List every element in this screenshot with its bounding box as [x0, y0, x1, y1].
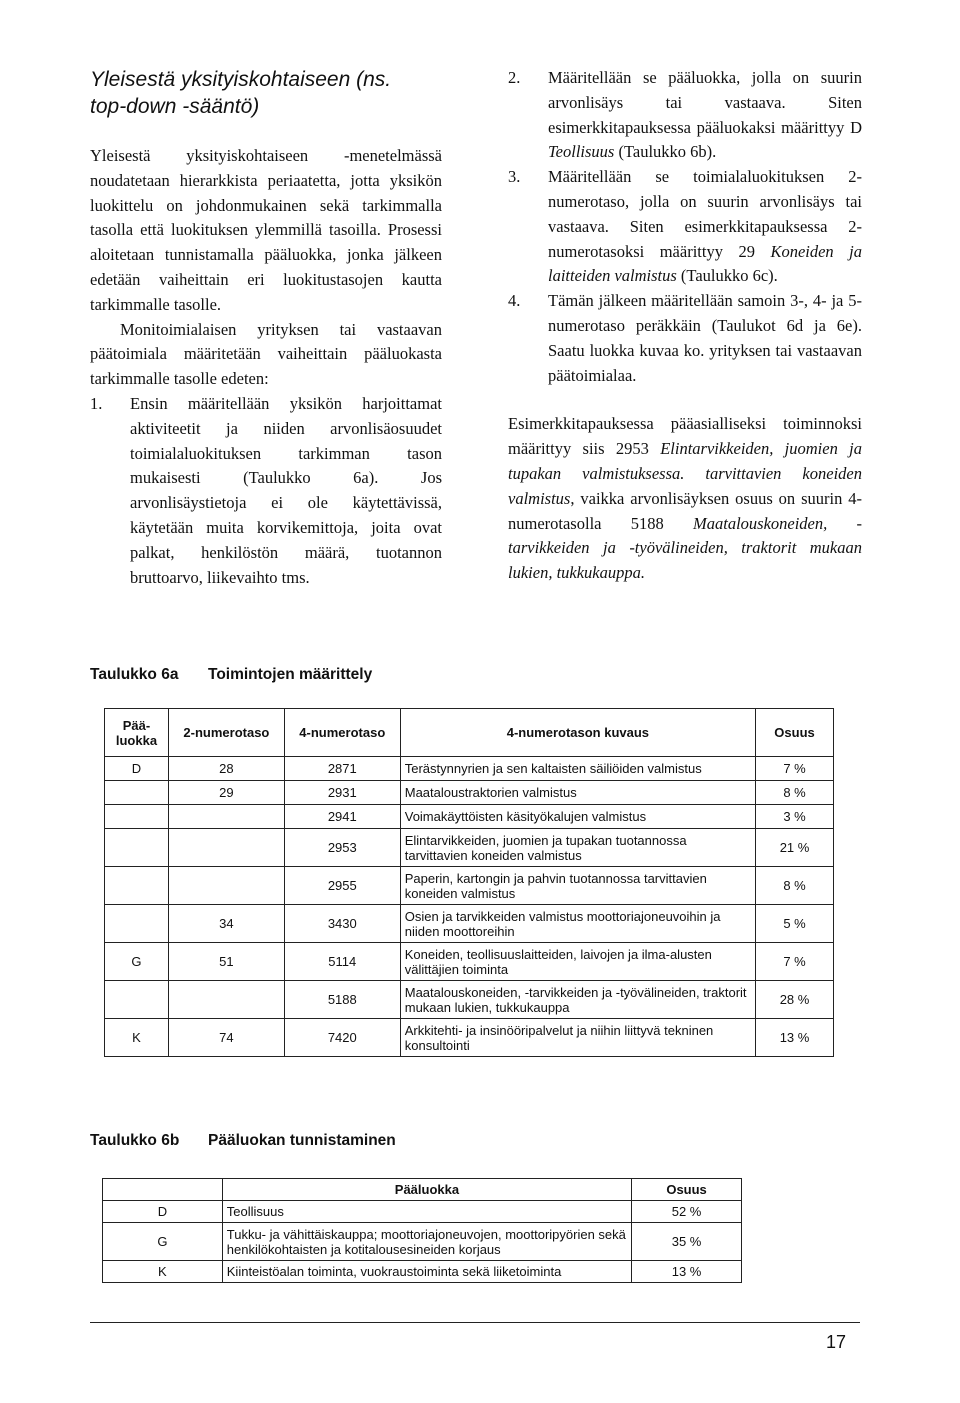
list-item	[508, 289, 862, 388]
list-item	[508, 66, 862, 165]
col-header: Pääluokka	[222, 1179, 631, 1201]
cell-class-name: Teollisuus	[222, 1201, 631, 1223]
table-6b-body	[103, 1201, 742, 1283]
table-row	[105, 829, 834, 867]
col-header: 4-numerotaso	[284, 709, 400, 757]
cell-main-class: G	[105, 943, 169, 981]
cell-main-class	[105, 805, 169, 829]
list-text: (Taulukko 6b).	[614, 142, 717, 162]
cell-share: 35 %	[632, 1223, 742, 1261]
list-text: Määritellään se toimialaluokituksen 2-numerotaso, jolla on suurin arvonlisäys tai vastaava. Siten esimerkkitapauksessa 2-numerotasoksi määrittyy 29	[548, 167, 862, 261]
table-6a-caption	[90, 666, 372, 684]
cell-share: 3 %	[756, 805, 834, 829]
list-number: 4.	[508, 291, 521, 311]
cell-main-class: D	[105, 757, 169, 781]
cell-main-class	[105, 905, 169, 943]
col-header	[103, 1179, 223, 1201]
cell-description: Elintarvikkeiden, juomien ja tupakan tuotannossa tarvittavien koneiden valmistus	[400, 829, 755, 867]
table-title: Pääluokan tunnistaminen	[208, 1132, 396, 1149]
list-item	[508, 165, 862, 289]
cell-main-class	[105, 981, 169, 1019]
cell-4digit: 5188	[284, 981, 400, 1019]
table-row	[105, 905, 834, 943]
cell-2digit	[168, 829, 284, 867]
table-6a-body	[105, 757, 834, 1057]
example-text-italic: Maatalouskoneiden, -tarvikkeiden ja -työvälineiden, traktorit mukaan lukien, tukkukauppa.	[508, 513, 862, 583]
col-header: Pää-luokka	[105, 709, 169, 757]
table-row	[105, 981, 834, 1019]
cell-description: Koneiden, teollisuuslaitteiden, laivojen ja ilma-alusten välittäjien toiminta	[400, 943, 755, 981]
paragraph-intro: Yleisestä yksityiskohtaiseen -menetelmässä noudatetaan hierarkkista periaatetta, jotta yksikön luokittelu on johdonmukainen sekä tarkimmalla tasolla että luokituksen ylemmillä tasoilla. Prosessi aloitetaan tunnistamalla pääluokka, jonka jälkeen edetään vaiheittain eri luokitustasojen kautta tarkimmalle tasolle.	[90, 146, 442, 314]
steps-list-right	[508, 66, 862, 388]
cell-share: 8 %	[756, 781, 834, 805]
table-row	[103, 1201, 742, 1223]
list-text-italic: Teollisuus	[548, 142, 615, 162]
cell-description: Maataloustraktorien valmistus	[400, 781, 755, 805]
cell-2digit: 51	[168, 943, 284, 981]
table-row	[105, 943, 834, 981]
col-header: Osuus	[632, 1179, 742, 1201]
table-title: Toimintojen määrittely	[208, 666, 373, 683]
cell-4digit: 2955	[284, 867, 400, 905]
table-6a	[104, 708, 834, 1057]
col-header: Osuus	[756, 709, 834, 757]
cell-share: 7 %	[756, 757, 834, 781]
cell-share: 7 %	[756, 943, 834, 981]
cell-2digit: 34	[168, 905, 284, 943]
cell-class-code: G	[103, 1223, 223, 1261]
table-header-row	[105, 709, 834, 757]
list-text: Tämän jälkeen määritellään samoin 3-, 4- ja 5-numerotaso peräkkäin (Taulukot 6d ja 6e). Saatu luokka kuvaa ko. yrityksen tai vastaavan päätoimialaa.	[548, 291, 862, 385]
cell-description: Maatalouskoneiden, -tarvikkeiden ja -työvälineiden, traktorit mukaan lukien, tukkukauppa	[400, 981, 755, 1019]
table-code: Taulukko 6b	[90, 1132, 180, 1149]
cell-description: Paperin, kartongin ja pahvin tuotannossa tarvittavien koneiden valmistus	[400, 867, 755, 905]
cell-main-class	[105, 781, 169, 805]
table-row	[105, 781, 834, 805]
table-row	[105, 867, 834, 905]
list-text: Ensin määritellään yksikön harjoittamat aktiviteetit ja niiden arvonlisäosuudet toimialaluokituksen tarkimman tason mukaisesti (Taulukko 6a). Jos arvonlisäystietoja ei ole käytettävissä, käytetään muita korvikemittoja, joita ovat palkat, henkilöstön määrä, tuotannon bruttoarvo, liikevaihto tms.	[130, 393, 442, 587]
cell-class-code: D	[103, 1201, 223, 1223]
cell-share: 8 %	[756, 867, 834, 905]
cell-4digit: 2931	[284, 781, 400, 805]
cell-main-class	[105, 867, 169, 905]
list-text: Määritellään se pääluokka, jolla on suurin arvonlisäys tai vastaava. Siten esimerkkitapauksessa pääluokaksi määrittyy D	[548, 68, 862, 137]
list-item	[90, 392, 442, 590]
cell-class-name: Tukku- ja vähittäiskauppa; moottoriajoneuvojen, moottoripyörien sekä henkilökohtaisten ja kotitalousesineiden korjaus	[222, 1223, 631, 1261]
paragraph-multi-industry: Monitoimialaisen yrityksen tai vastaavan päätoimiala määritetään vaiheittain pääluokasta tarkimmalle tasolle edeten:	[90, 319, 442, 389]
table-row	[105, 805, 834, 829]
cell-description: Voimakäyttöisten käsityökalujen valmistus	[400, 805, 755, 829]
cell-share: 13 %	[756, 1019, 834, 1057]
cell-4digit: 3430	[284, 905, 400, 943]
cell-description: Terästynnyrien ja sen kaltaisten säiliöiden valmistus	[400, 757, 755, 781]
cell-2digit: 29	[168, 781, 284, 805]
table-row	[103, 1223, 742, 1261]
cell-4digit: 2953	[284, 829, 400, 867]
cell-share: 13 %	[632, 1261, 742, 1283]
cell-2digit	[168, 867, 284, 905]
cell-share: 28 %	[756, 981, 834, 1019]
cell-share: 5 %	[756, 905, 834, 943]
footer-rule	[90, 1322, 860, 1323]
table-header-row	[103, 1179, 742, 1201]
cell-share: 21 %	[756, 829, 834, 867]
table-row	[105, 757, 834, 781]
cell-4digit: 2871	[284, 757, 400, 781]
list-number: 1.	[90, 393, 103, 413]
cell-class-name: Kiinteistöalan toiminta, vuokraustoiminta sekä liiketoiminta	[222, 1261, 631, 1283]
paragraph-example	[508, 412, 862, 586]
table-row	[103, 1261, 742, 1283]
cell-4digit: 2941	[284, 805, 400, 829]
col-header: 2-numerotaso	[168, 709, 284, 757]
list-number: 3.	[508, 167, 521, 187]
cell-2digit	[168, 805, 284, 829]
example-text-italic: Elintarvikkeiden, juomien ja tupakan valmistuksessa. tarvittavien koneiden valmistus	[508, 439, 862, 508]
col-header: 4-numerotason kuvaus	[400, 709, 755, 757]
cell-4digit: 7420	[284, 1019, 400, 1057]
list-number: 2.	[508, 68, 521, 87]
example-text: , vaikka arvonlisäyksen osuus on suurin 4-numerotasolla 5188	[508, 488, 862, 533]
table-row	[105, 1019, 834, 1057]
left-column	[90, 66, 442, 590]
cell-class-code: K	[103, 1261, 223, 1283]
section-heading: Yleisestä yksityiskohtaiseen (ns. top-down -sääntö)	[90, 68, 392, 118]
example-text: Esimerkkitapauksessa pääasialliseksi toiminnoksi määrittyy siis 2953	[508, 414, 862, 459]
cell-2digit: 28	[168, 757, 284, 781]
list-text: (Taulukko 6c).	[676, 266, 778, 286]
cell-share: 52 %	[632, 1201, 742, 1223]
cell-main-class	[105, 829, 169, 867]
cell-2digit	[168, 981, 284, 1019]
table-6b-caption	[90, 1132, 396, 1150]
cell-main-class: K	[105, 1019, 169, 1057]
cell-2digit: 74	[168, 1019, 284, 1057]
table-code: Taulukko 6a	[90, 666, 179, 683]
cell-description: Osien ja tarvikkeiden valmistus moottoriajoneuvoihin ja niiden moottoreihin	[400, 905, 755, 943]
table-6b	[102, 1178, 742, 1283]
page-number: 17	[826, 1332, 847, 1352]
right-column	[508, 66, 862, 586]
cell-description: Arkkitehti- ja insinööripalvelut ja niihin liittyvä tekninen konsultointi	[400, 1019, 755, 1057]
list-text-italic: Koneiden ja laitteiden valmistus	[548, 241, 862, 286]
steps-list-left	[90, 392, 442, 590]
cell-4digit: 5114	[284, 943, 400, 981]
